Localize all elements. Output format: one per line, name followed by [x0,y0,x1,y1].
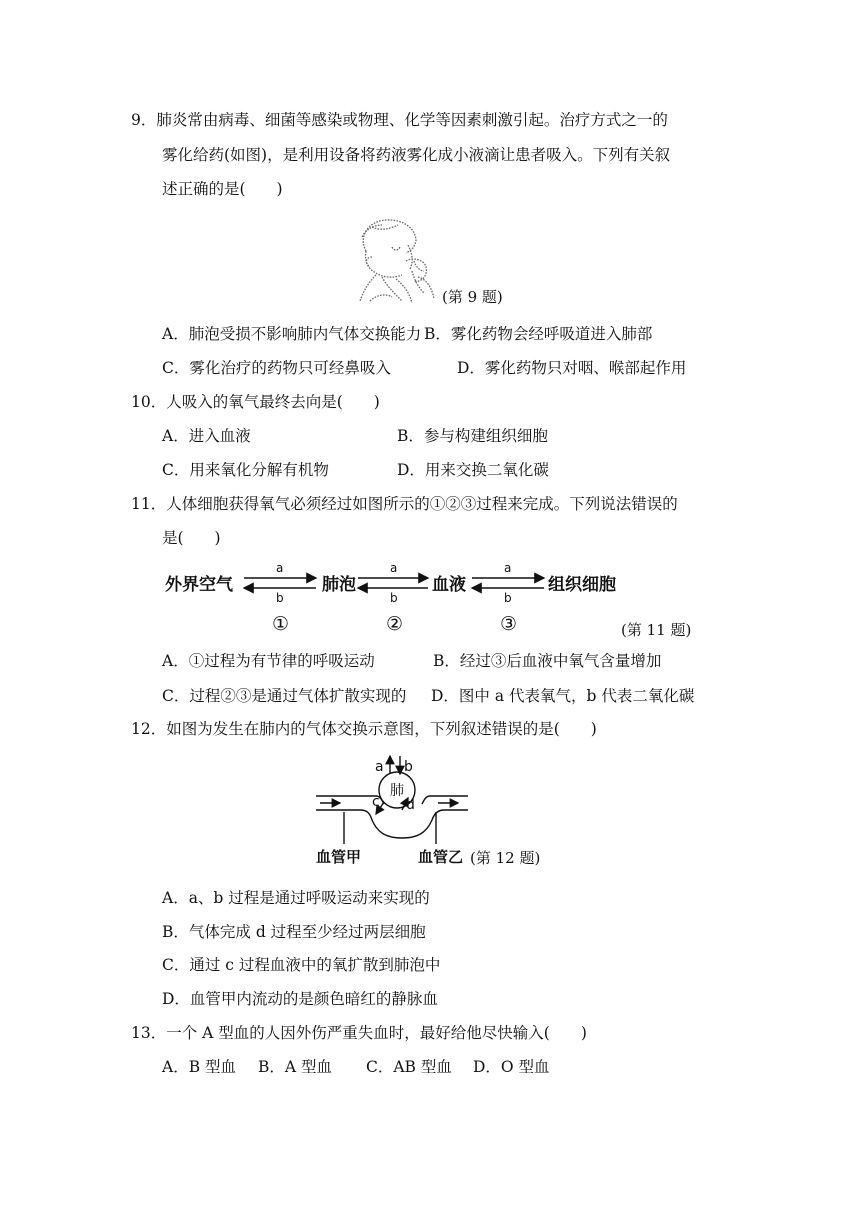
node-blood: 血液 [432,575,466,595]
step-3: ③ [500,613,518,635]
q13-option-b: B．A 型血 [258,1058,333,1076]
step-1: ① [272,613,290,635]
label-a-2: a [390,561,398,575]
node-tissue-cells: 组织细胞 [548,575,616,595]
q11-stem-line2: 是( ) [162,529,221,547]
lung-center-label: 肺 [390,783,404,799]
q11-option-c: C．过程②③是通过气体扩散实现的 [162,687,407,705]
q9-stem-line2: 雾化给药(如图)，是利用设备将药液雾化成小液滴让患者吸入。下列有关叙 [162,146,671,164]
label-b-1: b [276,591,284,605]
q12-figure-caption: (第 12 题) [470,849,541,867]
vessel-yi-label: 血管乙 [418,848,464,866]
oxygen-pathway-diagram [160,558,630,638]
vessel-jia-label: 血管甲 [316,848,362,866]
q10-option-d: D．用来交换二氧化碳 [397,461,549,479]
q10-option-a: A．进入血液 [162,427,251,445]
q12-option-b: B．气体完成 d 过程至少经过两层细胞 [162,923,426,941]
nebulizer-child-illustration [352,217,444,305]
label-b-3: b [504,591,512,605]
q13-option-a: A．B 型血 [162,1058,237,1076]
q11-stem-line1: 11．人体细胞获得氧气必须经过如图所示的①②③过程来完成。下列说法错误的 [131,495,678,513]
q9-stem-line3: 述正确的是( ) [162,180,283,198]
q12-option-a: A．a、b 过程是通过呼吸运动来实现的 [162,889,430,907]
q9-option-b: B．雾化药物会经呼吸道进入肺部 [424,325,653,343]
label-b-2: b [390,591,398,605]
lung-gas-exchange-diagram [310,754,475,870]
q9-figure-caption: (第 9 题) [442,288,503,306]
q9-option-d: D．雾化药物只对咽、喉部起作用 [457,359,687,377]
q9-stem-line1: 9．肺炎常由病毒、细菌等感染或物理、化学等因素刺激引起。治疗方式之一的 [131,111,668,129]
q12-option-d: D．血管甲内流动的是颜色暗红的静脉血 [162,990,438,1008]
q10-option-b: B．参与构建组织细胞 [397,427,548,445]
label-a-3: a [504,561,512,575]
node-outside-air: 外界空气 [165,575,233,595]
q9-option-c: C．雾化治疗的药物只可经鼻吸入 [162,359,391,377]
lung-label-d: d [406,797,415,813]
lung-label-c: c [372,794,380,810]
q9-option-a: A．肺泡受损不影响肺内气体交换能力 [162,325,422,343]
q13-stem-line1: 13．一个 A 型血的人因外伤严重失血时，最好给他尽快输入( ) [131,1024,587,1042]
step-2: ② [386,613,404,635]
lung-label-b: b [404,759,413,775]
q10-stem-line1: 10．人吸入的氧气最终去向是( ) [131,393,380,411]
q11-option-b: B．经过③后血液中氧气含量增加 [433,652,662,670]
q12-option-c: C．通过 c 过程血液中的氧扩散到肺泡中 [162,956,441,974]
q13-option-c: C．AB 型血 [366,1058,452,1076]
q10-option-c: C．用来氧化分解有机物 [162,461,329,479]
q11-option-a: A．①过程为有节律的呼吸运动 [162,652,375,670]
label-a-1: a [276,561,284,575]
node-alveoli: 肺泡 [322,575,356,595]
q13-option-d: D．O 型血 [473,1058,550,1076]
q12-stem-line1: 12．如图为发生在肺内的气体交换示意图，下列叙述错误的是( ) [131,720,597,738]
q11-option-d: D．图中 a 代表氧气，b 代表二氧化碳 [431,687,695,705]
q11-figure-caption: (第 11 题) [621,621,692,639]
lung-label-a: a [375,759,384,775]
